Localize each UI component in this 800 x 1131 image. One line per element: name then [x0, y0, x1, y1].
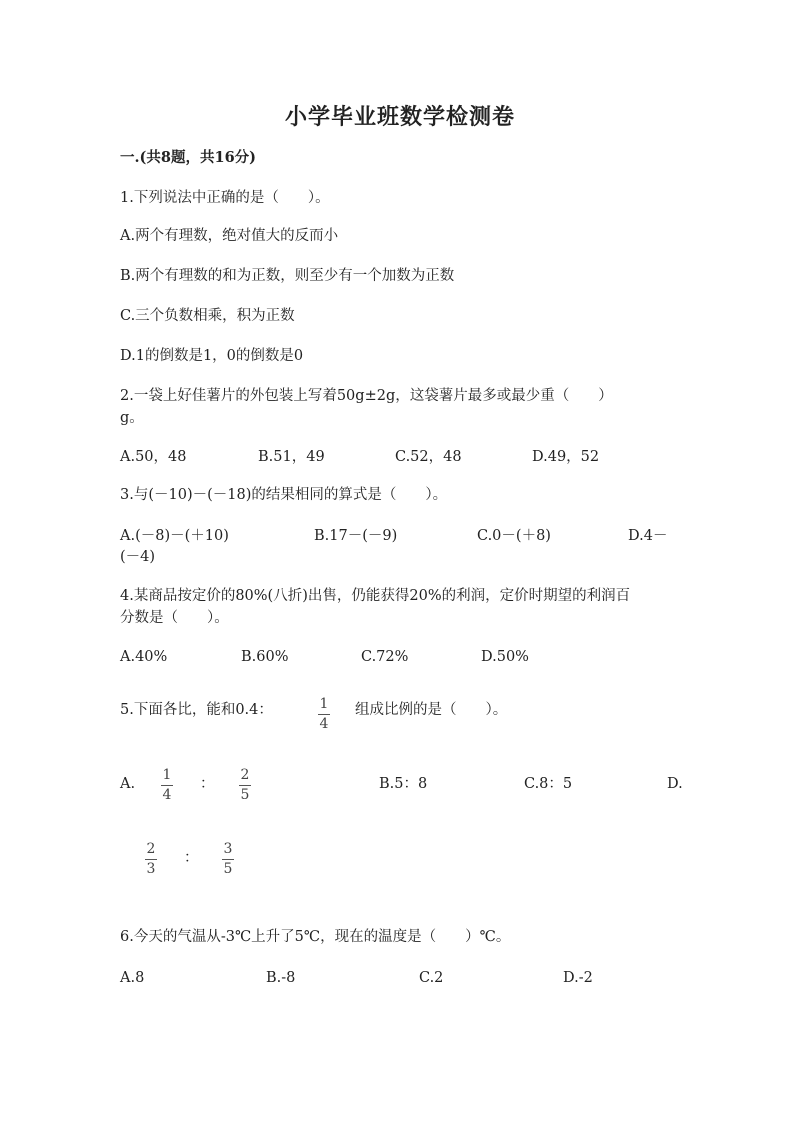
- q5-option-a-colon: ：: [200, 776, 215, 792]
- q6-stem: 6.今天的气温从-3℃上升了5℃，现在的温度是（ ）℃。: [120, 929, 511, 945]
- q5-stem-post: 组成比例的是（ ）。: [355, 702, 508, 718]
- q1-option-d: D.1的倒数是1，0的倒数是0: [120, 348, 304, 364]
- q5-stem-fraction: [318, 696, 330, 733]
- q6-option-a: A.8: [120, 970, 145, 986]
- q3-option-d-line2: (－4): [120, 549, 156, 565]
- q4-option-b: B.60%: [241, 649, 289, 665]
- q6-option-b: B.-8: [266, 970, 296, 986]
- q5-option-d-colon: ：: [184, 850, 199, 866]
- q2-option-a: A.50，48: [120, 449, 187, 465]
- q5-option-d-fraction-1: [145, 841, 157, 878]
- fraction-bar: [222, 859, 234, 860]
- q6-option-c: C.2: [419, 970, 444, 986]
- q1-option-b: B.两个有理数的和为正数，则至少有一个加数为正数: [120, 268, 455, 284]
- fraction-denominator: 4: [162, 787, 172, 803]
- q1-option-a: A.两个有理数，绝对值大的反而小: [120, 228, 339, 244]
- q3-option-c: C.0－(＋8): [477, 528, 551, 544]
- q6-option-d: D.-2: [563, 970, 593, 986]
- q3-option-b: B.17－(－9): [314, 528, 398, 544]
- q4-stem-line2: 分数是（ ）。: [120, 610, 229, 626]
- q5-option-c: C.8：5: [524, 776, 573, 792]
- q4-option-d: D.50%: [481, 649, 529, 665]
- fraction-denominator: 3: [146, 861, 156, 877]
- q5-option-a-fraction-2: [239, 767, 251, 804]
- fraction-bar: [239, 785, 251, 786]
- q5-option-a-fraction-1: [161, 767, 173, 804]
- fraction-denominator: 4: [319, 716, 329, 732]
- fraction-numerator: 1: [319, 696, 329, 712]
- q5-stem-pre: 5.下面各比，能和0.4：: [120, 702, 273, 718]
- q5-option-d-fraction-2: [222, 841, 234, 878]
- fraction-numerator: 3: [223, 841, 233, 857]
- page-title: 小学毕业班数学检测卷: [284, 104, 515, 130]
- q2-option-b: B.51，49: [258, 449, 325, 465]
- q4-option-c: C.72%: [361, 649, 409, 665]
- q3-option-a: A.(－8)－(＋10): [120, 528, 229, 544]
- q2-stem-line1: 2.一袋上好佳薯片的外包装上写着50g±2g，这袋薯片最多或最少重（ ）: [120, 388, 613, 404]
- q4-stem-line1: 4.某商品按定价的80%(八折)出售，仍能获得20%的利润，定价时期望的利润百: [120, 588, 631, 604]
- fraction-bar: [161, 785, 173, 786]
- q1-option-c: C.三个负数相乘，积为正数: [120, 308, 295, 324]
- q2-option-c: C.52，48: [395, 449, 462, 465]
- q2-stem-line2: g。: [120, 410, 144, 426]
- q5-option-b: B.5：8: [379, 776, 428, 792]
- fraction-denominator: 5: [240, 787, 250, 803]
- fraction-numerator: 1: [162, 767, 172, 783]
- q5-option-a-label: A.: [120, 776, 136, 792]
- q2-option-d: D.49，52: [532, 449, 600, 465]
- q1-stem: 1.下列说法中正确的是（ ）。: [120, 190, 330, 206]
- fraction-denominator: 5: [223, 861, 233, 877]
- q3-stem: 3.与(－10)－(－18)的结果相同的算式是（ ）。: [120, 487, 448, 503]
- fraction-bar: [318, 714, 330, 715]
- fraction-bar: [145, 859, 157, 860]
- fraction-numerator: 2: [240, 767, 250, 783]
- q4-option-a: A.40%: [120, 649, 168, 665]
- q3-option-d-line1: D.4－: [628, 528, 668, 544]
- q5-option-d-label: D.: [667, 776, 683, 792]
- fraction-numerator: 2: [146, 841, 156, 857]
- section-heading: 一.(共8题，共16分): [120, 149, 257, 166]
